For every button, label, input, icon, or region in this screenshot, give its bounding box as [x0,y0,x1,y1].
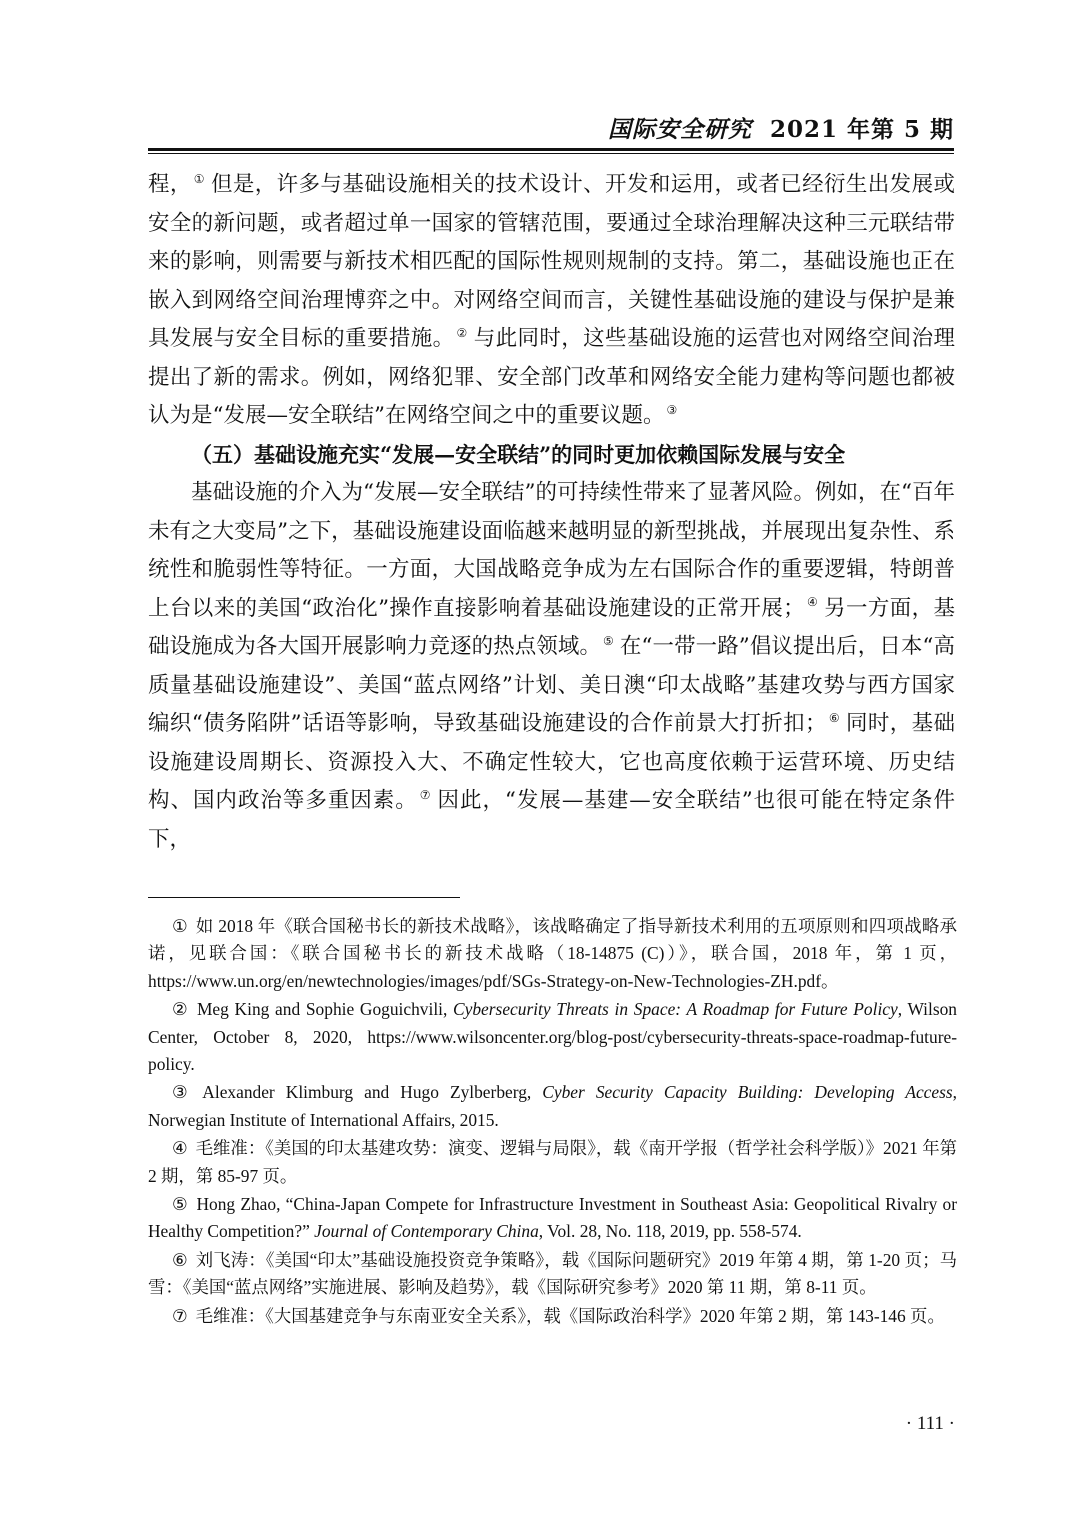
main-text [148,166,955,859]
text-segment: 与此同时，这些基础设施的运营也对网络空间治理提出了新的需求。例如，网络犯罪、安全部门改革和网络安全能力建构等问题也都被认为是“发展—安全联结”在网络空间之中的重要议题。 [148,326,955,428]
footnote-ref-3[interactable]: ③ [666,402,678,417]
paragraph-1 [148,166,955,436]
running-header [148,110,954,144]
text-segment: 但是，许多与基础设施相关的技术设计、开发和运用，或者已经衍生出发展或安全的新问题，或者超过单一国家的管辖范围，要通过全球治理解决这种三元联结带来的影响，则需要与新技术相匹配的国际性规则规制的支持。第二，基础设施也正在嵌入到网络空间治理博弈之中。对网络空间而言，关键性基础设施的建设与保护是兼具发展与安全目标的重要措施。 [148,172,955,351]
footnote-6 [148,1247,957,1302]
footnote-5 [148,1191,957,1246]
section-heading: （五）基础设施充实“发展—安全联结”的同时更加依赖国际发展与安全 [191,441,846,467]
footnote-ref-1[interactable]: ① [193,171,205,186]
footnote-3 [148,1079,957,1134]
text-segment: 在“一带一路”倡议提出后，日本“高质量基础设施建设”、美国“蓝点网络”计划、美日澳“印太战略”基建攻势与西方国家编织“债务陷阱”话语等影响，导致基础设施建设的合作前景大打折扣； [148,634,955,736]
footnote-2 [148,996,957,1078]
footnote-text: , Vol. 28, No. 118, 2019, pp. 558-574. [538,1221,802,1242]
footnote-work-title: Journal of Contemporary China [314,1221,539,1242]
footnote-text: Meg King and Sophie Goguichvili, [196,999,454,1020]
footnote-marker: ② [172,999,189,1020]
footnote-marker: ④ [172,1138,188,1159]
text-segment: 同时，基础设施建设周期长、资源投入大、不确定性较大，它也高度依赖于运营环境、历史结构、国内政治等多重因素。 [148,711,955,813]
footnote-text: 毛维准：《美国的印太基建攻势：演变、逻辑与局限》，载《南开学报（哲学社会科学版）》2021 年第 2 期，第 85-97 页。 [148,1138,957,1186]
footnote-marker: ⑤ [172,1194,189,1215]
footnote-text: , Wilson Center, October 8, 2020, https://www.wilsoncenter.org/blog-post/cybersecurity-threats-space-roadmap-future-policy. [148,999,958,1075]
footnote-marker: ⑥ [172,1249,188,1270]
footnote-4 [148,1135,957,1190]
footnote-text: 毛维准：《大国基建竞争与东南亚安全关系》，载《国际政治科学》2020 年第 2 期，第 143-146 页。 [195,1305,945,1326]
journal-title: 国际安全研究 [607,116,752,143]
footnotes [148,913,957,1330]
footnote-text: Hong Zhao, “China-Japan Compete for Infrastructure Investment in Southeast Asia: Geopolitical Rivalry or Healthy Competition?” [148,1194,957,1242]
paragraph-2 [148,474,955,859]
footnote-text: 如 2018 年《联合国秘书长的新技术战略》，该战略确定了指导新技术利用的五项原则和四项战略承诺，见联合国：《联合国秘书长的新技术战略（18-14875 (C)）》，联合国，2018 年，第 1 页，https://www.un.org/en/newtechnologies/images/pdf/SGs-Strategy-on-New-Technologies-ZH.pdf。 [148,916,958,991]
footnote-marker: ① [172,916,188,936]
footnote-ref-7[interactable]: ⑦ [419,787,432,802]
footnote-ref-6[interactable]: ⑥ [828,710,840,725]
page-number: · 111 · [905,1413,955,1434]
footnote-ref-2[interactable]: ② [456,325,468,340]
footnote-7 [148,1303,957,1330]
footnote-text: 刘飞涛：《美国“印太”基础设施投资竞争策略》，载《国际问题研究》2019 年第 4 期，第 1-20 页；马雪：《美国“蓝点网络”实施进展、影响及趋势》，载《国际研究参考》2020 第 11 期，第 8-11 页。 [148,1249,957,1298]
text-segment: 程， [148,172,192,197]
footnote-work-title: Cyber Security Capacity Building: Developing Access [542,1082,953,1103]
header-rule-thin [148,153,954,154]
issue-label: 2021 年第 5 期 [769,116,954,143]
footnote-marker: ⑦ [172,1305,188,1326]
text-segment: 基础设施的介入为“发展—安全联结”的可持续性带来了显著风险。例如，在“百年未有之大变局”之下，基础设施建设面临越来越明显的新型挑战，并展现出复杂性、系统性和脆弱性等特征。一方面，大国战略竞争成为左右国际合作的重要逻辑，特朗普上台以来的美国“政治化”操作直接影响着基础设施建设的正常开展； [148,480,955,621]
text-segment: 另一方面，基础设施成为各大国开展影响力竞逐的热点领域。 [148,595,955,659]
header-rule [148,148,954,151]
footnote-divider [148,897,460,898]
footnote-text: , Norwegian Institute of International Affairs, 2015. [148,1082,957,1130]
footnote-work-title: Cybersecurity Threats in Space: A Roadmap for Future Policy [453,999,898,1020]
footnote-text: Alexander Klimburg and Hugo Zylberberg, [202,1082,543,1103]
footnote-marker: ③ [172,1082,195,1103]
footnote-1 [148,913,957,995]
footnote-ref-5[interactable]: ⑤ [603,633,614,648]
footnote-ref-4[interactable]: ④ [806,595,819,610]
text-segment: 因此，“发展—基建—安全联结”也很可能在特定条件下， [148,788,955,852]
